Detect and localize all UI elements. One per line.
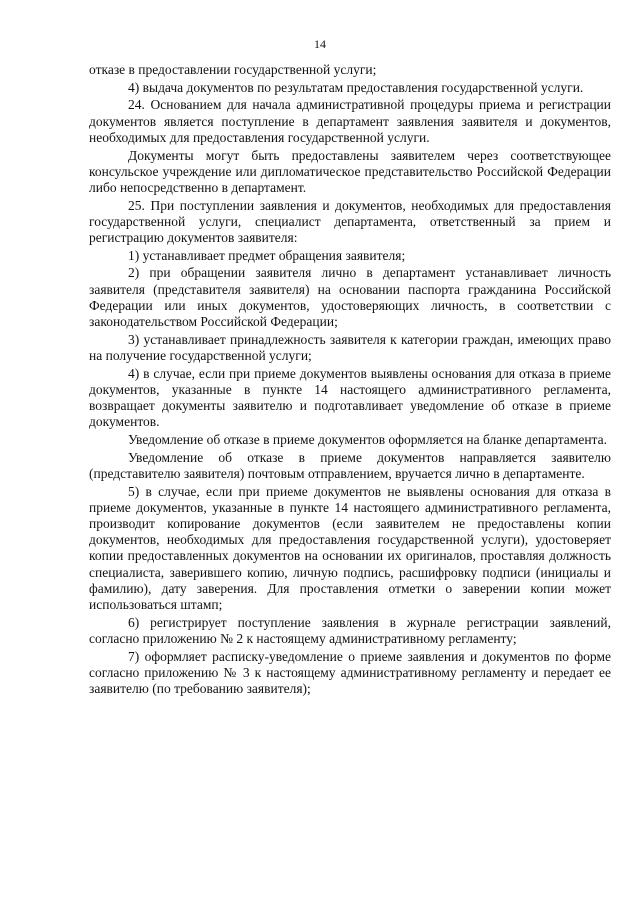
paragraph-step-4: 4) в случае, если при приеме документов выявлены основания для отказа в приеме документов, указанные в пункте 14 настоящего административного регламента, возвращает документы заявителю и подготавливает уведомление об отказе в приеме документов. [89,365,611,430]
paragraph-documents-via-consulate: Документы могут быть предоставлены заявителем через соответствующее консульское учреждение или дипломатическое представительство Российской Федерации либо непосредственно в департамент. [89,147,611,195]
paragraph-step-2: 2) при обращении заявителя лично в департамент устанавливает личность заявителя (представителя заявителя) на основании паспорта гражданина Российской Федерации или иных документов, удостоверяющих личность, в соответствии с законодательством Российской Федерации; [89,265,611,330]
paragraph-step-3: 3) устанавливает принадлежность заявителя к категории граждан, имеющих право на получение государственной услуги; [89,331,611,363]
paragraph-clause-24: 24. Основанием для начала административной процедуры приема и регистрации документов является поступление в департамент заявления заявителя и документов, необходимых для предоставления государственной услуги. [89,97,611,145]
paragraph-step-7: 7) оформляет расписку-уведомление о приеме заявления и документов по форме согласно приложению № 3 к настоящему административному регламенту и передает ее заявителю (по требованию заявителя); [89,648,611,697]
page-number: 14 [314,37,326,51]
paragraph-continuation: отказе в предоставлении государственной услуги; [89,62,377,77]
paragraph-step-6: 6) регистрирует поступление заявления в журнале регистрации заявлений, согласно приложению № 2 к настоящему административному регламенту; [89,614,611,646]
paragraph-refusal-delivery: Уведомление об отказе в приеме документов направляется заявителю (представителю заявителя) почтовым отправлением, вручается лично в департаменте. [89,449,611,481]
paragraph-clause-25: 25. При поступлении заявления и документов, необходимых для предоставления государственной услуги, специалист департамента, ответственный за прием и регистрацию документов заявителя: [89,197,611,246]
paragraph-step-1: 1) устанавливает предмет обращения заявителя; [128,247,406,263]
paragraph-refusal-form: Уведомление об отказе в приеме документов оформляется на бланке департамента. [128,431,607,447]
document-body [89,62,611,699]
paragraph-item-4-issue: 4) выдача документов по результатам предоставления государственной услуги. [128,79,584,95]
paragraph-step-5: 5) в случае, если при приеме документов не выявлены основания для отказа в приеме документов, указанные в пункте 14 настоящего административного регламента, производит копирование документов (если заявителем не предоставлены копии документов, необходимых для предоставления государственной услуги), удостоверяет копии предоставленных документов на основании их оригиналов, проставляя должность специалиста, заверившего копию, личную подпись, расшифровку подписи (инициалы и фамилию), дату заверения. Для проставления отметки о заверении копии может использоваться штамп; [89,483,611,612]
